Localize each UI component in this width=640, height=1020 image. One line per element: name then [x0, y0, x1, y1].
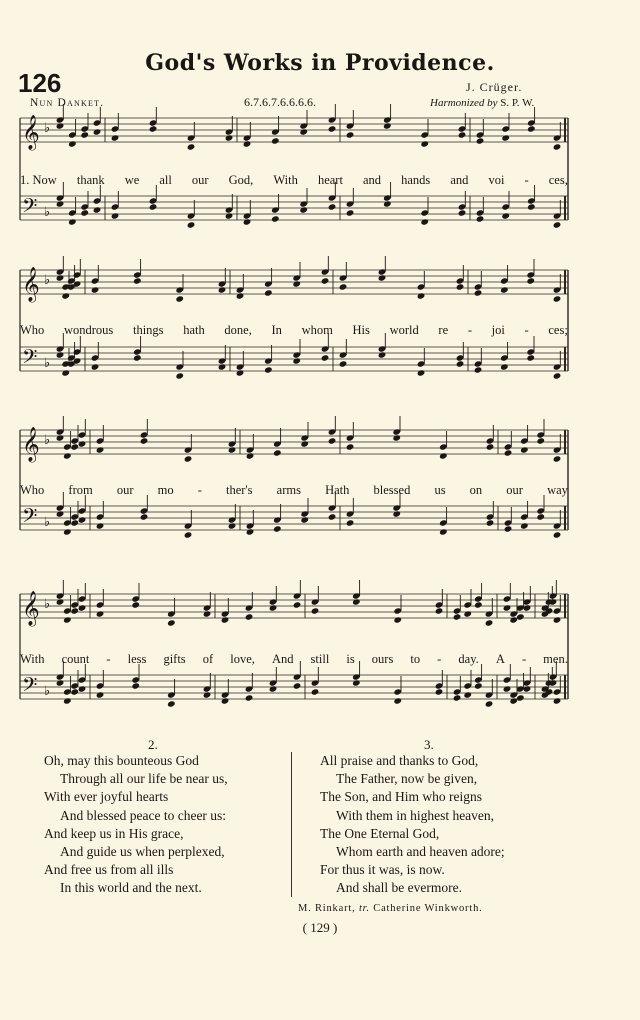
lyric-syllable: and [362, 173, 382, 187]
note-head [203, 691, 212, 698]
note-head [243, 140, 252, 147]
lyric-syllable: A [495, 652, 505, 666]
note-head [236, 369, 245, 376]
verse-line: And free us from all ills [44, 862, 174, 878]
note-head [417, 292, 426, 299]
lyric-line-2 [20, 323, 568, 338]
flat-sign-icon: ♭ [44, 515, 51, 530]
note-head [56, 434, 65, 441]
note-head [346, 131, 355, 138]
note-head [328, 437, 337, 444]
note-head [221, 697, 230, 704]
treble-clef-icon: 𝄞 [22, 115, 40, 150]
lyric-syllable: count [61, 652, 90, 666]
bass-clef-icon: 𝄢 [22, 673, 38, 701]
lyric-syllable: all [159, 173, 172, 187]
verse-3 [320, 752, 505, 898]
lyric-syllable: gifts [163, 652, 186, 666]
verse-number-3: 3. [424, 737, 434, 752]
note-head [91, 286, 100, 293]
staff [20, 256, 568, 303]
lyric-syllable: Hath [325, 483, 350, 497]
note-head [463, 691, 472, 698]
note-head [300, 516, 309, 523]
lyric-syllable: wondrous [63, 323, 114, 337]
harmonizer-label: Harmonized by [430, 97, 498, 109]
note-head [184, 531, 193, 538]
flat-sign-icon: ♭ [44, 356, 51, 371]
lyric-syllable: Who [20, 323, 45, 337]
note-head [553, 143, 562, 150]
note-head [68, 140, 77, 147]
note-head [456, 360, 465, 367]
note-head [486, 519, 495, 526]
note-head [516, 613, 525, 620]
staff [20, 333, 568, 380]
note-head [70, 688, 79, 695]
flat-sign-icon: ♭ [44, 121, 51, 136]
note-head [299, 128, 308, 135]
bass-clef-icon: 𝄢 [22, 345, 38, 373]
note-head [133, 277, 142, 284]
note-head [392, 510, 401, 517]
staff [20, 492, 568, 539]
lyric-line-3 [20, 483, 568, 498]
bass-clef-icon: 𝄢 [22, 504, 38, 532]
note-head [321, 277, 330, 284]
note-head [393, 697, 402, 704]
lyric-syllable: voi [488, 173, 505, 187]
note-head [500, 363, 509, 370]
note-head [273, 525, 282, 532]
note-head [245, 613, 254, 620]
note-head [476, 215, 485, 222]
note-head [133, 354, 142, 361]
lyric-syllable: ther's [226, 483, 253, 497]
attribution [298, 903, 483, 914]
note-head [504, 525, 513, 532]
hymn-number: 126 [18, 68, 62, 98]
note-head [93, 206, 102, 213]
lyric-syllable: ours [371, 652, 394, 666]
lyric-syllable: joi [491, 323, 505, 337]
note-head [149, 203, 158, 210]
note-head [78, 440, 87, 447]
note-head [61, 369, 70, 376]
lyric-syllable: re [438, 323, 449, 337]
note-head [352, 598, 361, 605]
note-head [420, 218, 429, 225]
note-head [264, 289, 273, 296]
note-head [167, 700, 176, 707]
lyric-syllable: - [521, 652, 527, 666]
note-head [167, 619, 176, 626]
note-head [378, 351, 387, 358]
note-head [458, 209, 467, 216]
note-head [527, 203, 536, 210]
note-head [485, 700, 494, 707]
note-head [91, 363, 100, 370]
note-head [476, 137, 485, 144]
treble-clef-icon: 𝄞 [22, 427, 40, 462]
lyric-syllable: our [191, 173, 209, 187]
lyric-line-1 [20, 173, 568, 188]
note-head [271, 137, 280, 144]
note-head [456, 283, 465, 290]
lyric-syllable: we [124, 173, 140, 187]
note-head [175, 372, 184, 379]
verse-line: In this world and the next. [60, 880, 202, 896]
note-head [228, 446, 237, 453]
note-head [292, 357, 301, 364]
note-head [218, 286, 227, 293]
lyric-syllable: world [389, 323, 419, 337]
note-head [503, 685, 512, 692]
lyric-syllable: mo [157, 483, 174, 497]
note-head [520, 446, 529, 453]
note-head [311, 688, 320, 695]
note-head [516, 694, 525, 701]
note-head [504, 449, 513, 456]
note-head [140, 513, 149, 520]
note-head [269, 604, 278, 611]
lyric-syllable: us [434, 483, 446, 497]
lyric-syllable: men. [543, 652, 568, 666]
note-head [527, 125, 536, 132]
note-head [70, 443, 79, 450]
note-head [63, 528, 72, 535]
note-head [474, 289, 483, 296]
note-head [439, 528, 448, 535]
flat-sign-icon: ♭ [44, 597, 51, 612]
note-head [273, 449, 282, 456]
note-head [243, 218, 252, 225]
lyric-syllable: our [506, 483, 523, 497]
verse-divider [291, 752, 292, 897]
lyric-syllable: - [197, 483, 202, 497]
lyric-syllable: day. [458, 652, 479, 666]
note-head [474, 601, 483, 608]
verse-line: The Father, now be given, [336, 771, 478, 787]
note-head [140, 437, 149, 444]
note-head [526, 277, 535, 284]
note-head [501, 134, 510, 141]
note-head [536, 437, 545, 444]
note-head [485, 619, 494, 626]
lyric-syllable: on [469, 483, 483, 497]
flat-sign-icon: ♭ [44, 684, 51, 699]
lyric-syllable: - [524, 323, 529, 337]
note-head [509, 616, 518, 623]
note-head [271, 215, 280, 222]
note-head [61, 292, 70, 299]
lyric-syllable: With [20, 652, 45, 666]
note-head [78, 604, 87, 611]
note-head [225, 212, 234, 219]
note-head [474, 366, 483, 373]
note-head [420, 140, 429, 147]
lyric-syllable: our [116, 483, 134, 497]
flat-sign-icon: ♭ [44, 433, 51, 448]
note-head [63, 452, 72, 459]
lyric-syllable: heart [317, 173, 343, 187]
note-head [453, 613, 462, 620]
note-head [509, 697, 518, 704]
verse-number-2: 2. [148, 737, 158, 752]
note-head [56, 274, 65, 281]
lyric-syllable: And [271, 652, 294, 666]
note-head [463, 610, 472, 617]
note-head [520, 522, 529, 529]
lyric-syllable: God, [228, 173, 254, 187]
lyric-syllable: still [310, 652, 330, 666]
note-head [228, 522, 237, 529]
note-head [203, 610, 212, 617]
note-head [63, 697, 72, 704]
lyric-syllable: less [127, 652, 147, 666]
note-head [328, 513, 337, 520]
note-head [56, 679, 65, 686]
staff [20, 182, 568, 229]
note-head [218, 363, 227, 370]
note-head [80, 131, 89, 138]
lyric-syllable: Who [20, 483, 45, 497]
note-head [321, 354, 330, 361]
note-head [187, 143, 196, 150]
note-head [68, 218, 77, 225]
note-head [439, 452, 448, 459]
lyric-syllable: from [68, 483, 93, 497]
verse-line: For thus it was, is now. [320, 862, 445, 878]
note-head [78, 516, 87, 523]
lyric-syllable: arms [276, 483, 301, 497]
note-head [346, 209, 355, 216]
verse-line: And keep us in His grace, [44, 825, 184, 841]
lyric-syllable: done, [224, 323, 252, 337]
staff [20, 580, 568, 627]
note-head [474, 682, 483, 689]
note-head [80, 209, 89, 216]
note-head [500, 286, 509, 293]
composer: J. Crüger. [466, 80, 523, 94]
lyric-syllable: love, [230, 652, 255, 666]
note-head [56, 200, 65, 207]
note-head [131, 682, 140, 689]
lyric-syllable: His [352, 323, 370, 337]
lyric-syllable: whom [301, 323, 333, 337]
lyric-syllable: - [467, 323, 472, 337]
note-head [435, 607, 444, 614]
note-head [111, 212, 120, 219]
verse-line: Through all our life be near us, [60, 771, 228, 787]
note-head [293, 682, 302, 689]
note-head [453, 694, 462, 701]
note-head [501, 212, 510, 219]
verse-2 [44, 752, 228, 898]
note-head [339, 283, 348, 290]
treble-clef-icon: 𝄞 [22, 591, 40, 626]
note-head [458, 131, 467, 138]
note-head [96, 522, 105, 529]
note-head [299, 206, 308, 213]
page-number: ( 129 ) [302, 920, 338, 935]
note-head [96, 691, 105, 698]
lyric-syllable: is [346, 652, 355, 666]
note-head [70, 519, 79, 526]
note-head [187, 221, 196, 228]
note-head [63, 616, 72, 623]
note-head [352, 679, 361, 686]
note-head [236, 292, 245, 299]
verse-line: And shall be evermore. [336, 880, 462, 896]
lyric-syllable: things [132, 323, 164, 337]
verse-line: And guide us when perplexed, [60, 844, 225, 860]
note-head [553, 697, 562, 704]
lyric-syllable: In [271, 323, 282, 337]
lyric-syllable: way [547, 483, 568, 497]
staff [20, 104, 568, 151]
note-head [96, 446, 105, 453]
lyric-syllable: blessed [373, 483, 411, 497]
flat-sign-icon: ♭ [44, 273, 51, 288]
note-head [246, 452, 255, 459]
note-head [264, 366, 273, 373]
note-head [526, 354, 535, 361]
note-head [553, 616, 562, 623]
note-head [435, 688, 444, 695]
note-head [246, 528, 255, 535]
lyric-syllable: hath [183, 323, 205, 337]
note-head [292, 280, 301, 287]
lyric-syllable: - [524, 173, 529, 187]
note-head [131, 601, 140, 608]
attribution-translator: Catherine Winkworth. [373, 903, 483, 914]
note-head [378, 274, 387, 281]
lyric-syllable: of [202, 652, 214, 666]
verse-line: Oh, may this bounteous God [44, 753, 199, 768]
lyric-syllable: to [410, 652, 421, 666]
note-head [486, 443, 495, 450]
note-head [328, 203, 337, 210]
note-head [339, 360, 348, 367]
attribution-author: M. Rinkart, [298, 903, 356, 914]
flat-sign-icon: ♭ [44, 205, 51, 220]
note-head [346, 519, 355, 526]
lyric-syllable: - [106, 652, 111, 666]
note-head [56, 510, 65, 517]
note-head [56, 122, 65, 129]
note-head [56, 598, 65, 605]
note-head [269, 685, 278, 692]
note-head [184, 455, 193, 462]
note-head [56, 351, 65, 358]
lyric-syllable: - [437, 652, 442, 666]
note-head [221, 616, 230, 623]
harmonizer-name: S. P. W. [500, 97, 535, 109]
lyric-syllable: ces, [548, 173, 568, 187]
note-head [70, 607, 79, 614]
note-head [536, 513, 545, 520]
staff [20, 661, 568, 708]
treble-clef-icon: 𝄞 [22, 267, 40, 302]
lyric-syllable: ces; [548, 323, 568, 337]
note-head [503, 604, 512, 611]
note-head [293, 601, 302, 608]
verse-line: Whom earth and heaven adore; [336, 844, 505, 860]
verse-line: All praise and thanks to God, [320, 753, 479, 768]
lyric-syllable: With [273, 173, 298, 187]
verse-line: The Son, and Him who reigns [320, 789, 482, 805]
note-head [383, 200, 392, 207]
note-head [553, 455, 562, 462]
verse-line: The One Eternal God, [320, 825, 440, 841]
note-head [311, 607, 320, 614]
note-head [175, 295, 184, 302]
note-head [245, 694, 254, 701]
note-head [225, 134, 234, 141]
note-head [328, 125, 337, 132]
note-head [383, 122, 392, 129]
note-head [553, 531, 562, 538]
lyric-line-4 [20, 652, 568, 667]
tune-name: Nun Danket. [30, 97, 105, 109]
meter: 6.7.6.7.6.6.6.6. [244, 95, 316, 109]
note-head [553, 295, 562, 302]
note-head [111, 134, 120, 141]
lyric-syllable: hands [401, 173, 431, 187]
note-head [300, 440, 309, 447]
note-head [149, 125, 158, 132]
hymn-title: God's Works in Providence. [145, 50, 495, 76]
note-head [553, 221, 562, 228]
lyric-syllable: thank [76, 173, 105, 187]
note-head [393, 616, 402, 623]
staff [20, 416, 568, 463]
lyric-syllable: and [450, 173, 469, 187]
note-head [553, 372, 562, 379]
note-head [96, 610, 105, 617]
attribution-tr: tr. [358, 903, 370, 914]
bass-clef-icon: 𝄢 [22, 194, 38, 222]
lyric-syllable: 1. Now [20, 173, 57, 187]
note-head [78, 685, 87, 692]
note-head [93, 128, 102, 135]
verse-line: With them in highest heaven, [336, 807, 495, 823]
note-head [346, 443, 355, 450]
note-head [392, 434, 401, 441]
verse-line: With ever joyful hearts [44, 789, 169, 805]
verse-line: And blessed peace to cheer us: [60, 807, 227, 823]
note-head [417, 369, 426, 376]
